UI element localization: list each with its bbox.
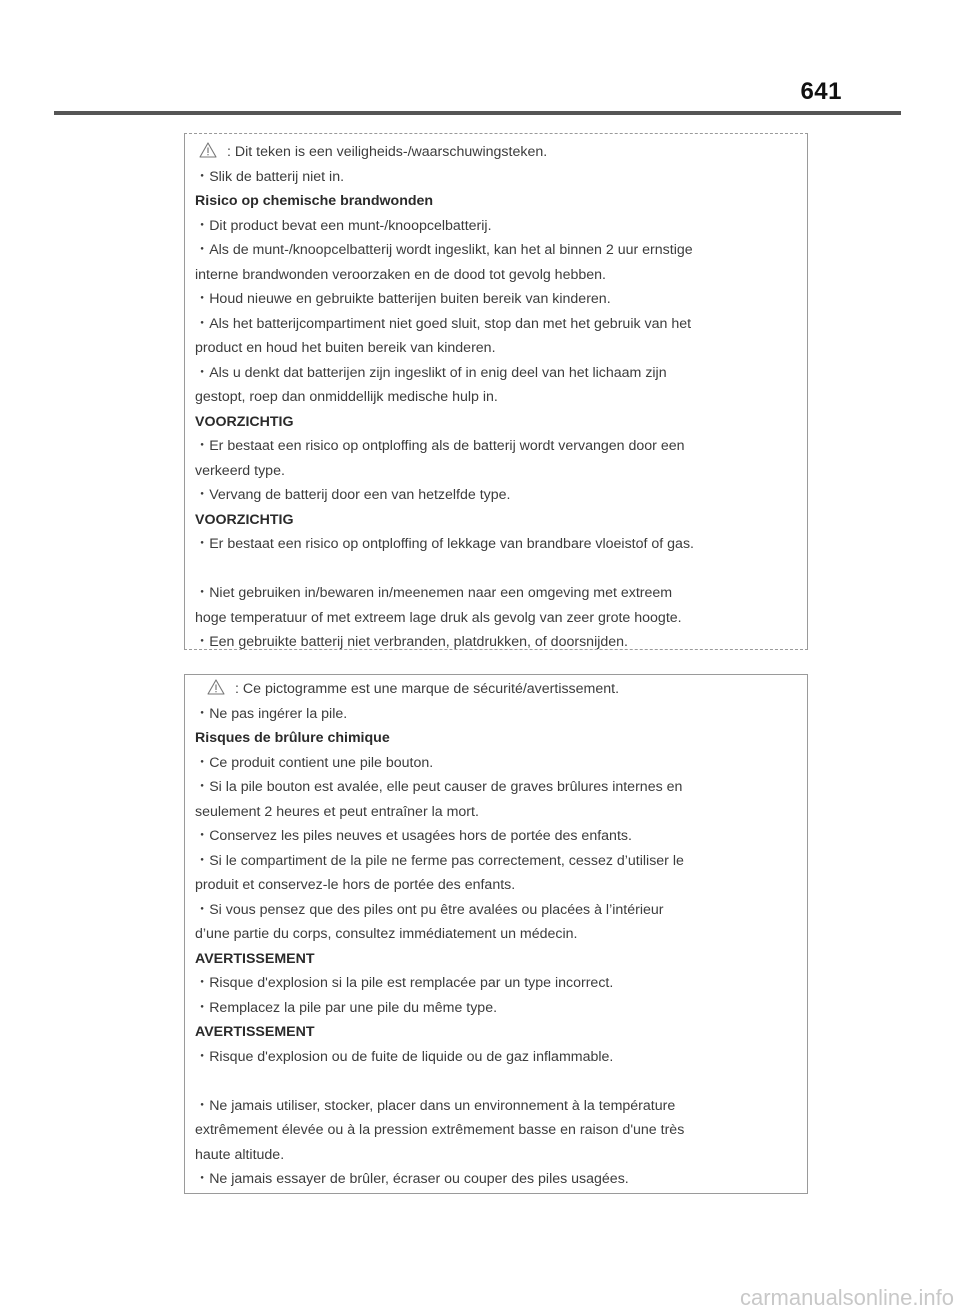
warning-symbol-text: : Ce pictogramme est une marque de sécurité/avertissement.	[235, 681, 620, 697]
body-text-line: gestopt, roep dan onmiddellijk medische hulp in.	[195, 389, 498, 405]
body-text-line: ・Ce produit contient une pile bouton.	[195, 754, 434, 771]
warning-symbol-line	[195, 677, 797, 702]
body-text-line: ・Slik de batterij niet in.	[195, 168, 345, 185]
body-text-line: interne brandwonden veroorzaken en de dood tot gevolg hebben.	[195, 266, 606, 283]
body-text-line: ・Conservez les piles neuves et usagées hors de portée des enfants.	[195, 828, 632, 844]
section-heading: AVERTISSEMENT	[195, 950, 315, 967]
page-number: 641	[800, 78, 842, 105]
body-text-line: ・Er bestaat een risico op ontploffing of lekkage van brandbare vloeistof of gas.	[195, 536, 694, 552]
warning-triangle-icon	[199, 142, 217, 158]
body-text-line: ・Si le compartiment de la pile ne ferme pas correctement, cessez d’utiliser le	[195, 852, 684, 869]
body-text-line: ・Ne pas ingérer la pile.	[195, 705, 348, 722]
body-text-line: ・Ne jamais utiliser, stocker, placer dans un environnement à la température	[195, 1097, 676, 1114]
blank-line	[195, 1069, 797, 1094]
body-text-line: ・Si vous pensez que des piles ont pu être avalées ou placées à l’intérieur	[195, 901, 664, 918]
section-heading: Risques de brûlure chimique	[195, 730, 390, 746]
body-text-line: ・Er bestaat een risico op ontploffing als de batterij wordt vervangen door een	[195, 438, 685, 454]
header-rule	[54, 111, 901, 115]
body-text-line: ・Een gebruikte batterij niet verbranden, platdrukken, of doorsnijden.	[195, 634, 628, 650]
warning-symbol-line	[195, 140, 797, 165]
body-text-line: ・Als u denkt dat batterijen zijn ingeslikt of in enig deel van het lichaam zijn	[195, 364, 667, 381]
body-text-line: hoge temperatuur of met extreem lage druk als gevolg van zeer grote hoogte.	[195, 609, 682, 626]
body-text-line: ・Risque d'explosion si la pile est remplacée par un type incorrect.	[195, 975, 614, 991]
warning-symbol-text: : Dit teken is een veiligheids-/waarschuwingsteken.	[227, 144, 548, 160]
warning-box-french	[184, 674, 808, 1194]
body-text-line: ・Remplacez la pile par une pile du même type.	[195, 999, 498, 1016]
section-heading: AVERTISSEMENT	[195, 1024, 315, 1040]
body-text-line: produit et conservez-le hors de portée des enfants.	[195, 877, 516, 893]
warning-box-dutch	[184, 133, 808, 650]
section-heading: VOORZICHTIG	[195, 511, 294, 528]
body-text-line: ・Risque d'explosion ou de fuite de liquide ou de gaz inflammable.	[195, 1048, 614, 1065]
body-text-line: ・Si la pile bouton est avalée, elle peut causer de graves brûlures internes en	[195, 779, 683, 795]
warning-triangle-icon	[207, 679, 225, 695]
body-text-line: ・Dit product bevat een munt-/knoopcelbatterij.	[195, 217, 492, 234]
watermark: carmanualsonline.info	[739, 1285, 954, 1310]
body-text-line: product en houd het buiten bereik van kinderen.	[195, 340, 496, 356]
body-text-line: haute altitude.	[195, 1146, 285, 1163]
body-text-line: ・Vervang de batterij door een van hetzelfde type.	[195, 487, 511, 503]
body-text-line: ・Als het batterijcompartiment niet goed sluit, stop dan met het gebruik van het	[195, 315, 692, 332]
body-text-line: extrêmement élevée ou à la pression extrêmement basse en raison d'une très	[195, 1122, 685, 1138]
body-text-line: verkeerd type.	[195, 462, 285, 479]
section-heading: Risico op chemische brandwonden	[195, 193, 434, 209]
body-text-line: seulement 2 heures et peut entraîner la mort.	[195, 803, 479, 820]
body-text-line: d’une partie du corps, consultez immédiatement un médecin.	[195, 926, 578, 942]
body-text-line: ・Houd nieuwe en gebruikte batterijen buiten bereik van kinderen.	[195, 291, 611, 307]
body-text-line: ・Niet gebruiken in/bewaren in/meenemen naar een omgeving met extreem	[195, 585, 673, 601]
section-heading: VOORZICHTIG	[195, 413, 294, 430]
blank-line	[195, 557, 797, 582]
body-text-line: ・Als de munt-/knoopcelbatterij wordt ingeslikt, kan het al binnen 2 uur ernstige	[195, 242, 693, 258]
body-text-line: ・Ne jamais essayer de brûler, écraser ou couper des piles usagées.	[195, 1171, 629, 1187]
